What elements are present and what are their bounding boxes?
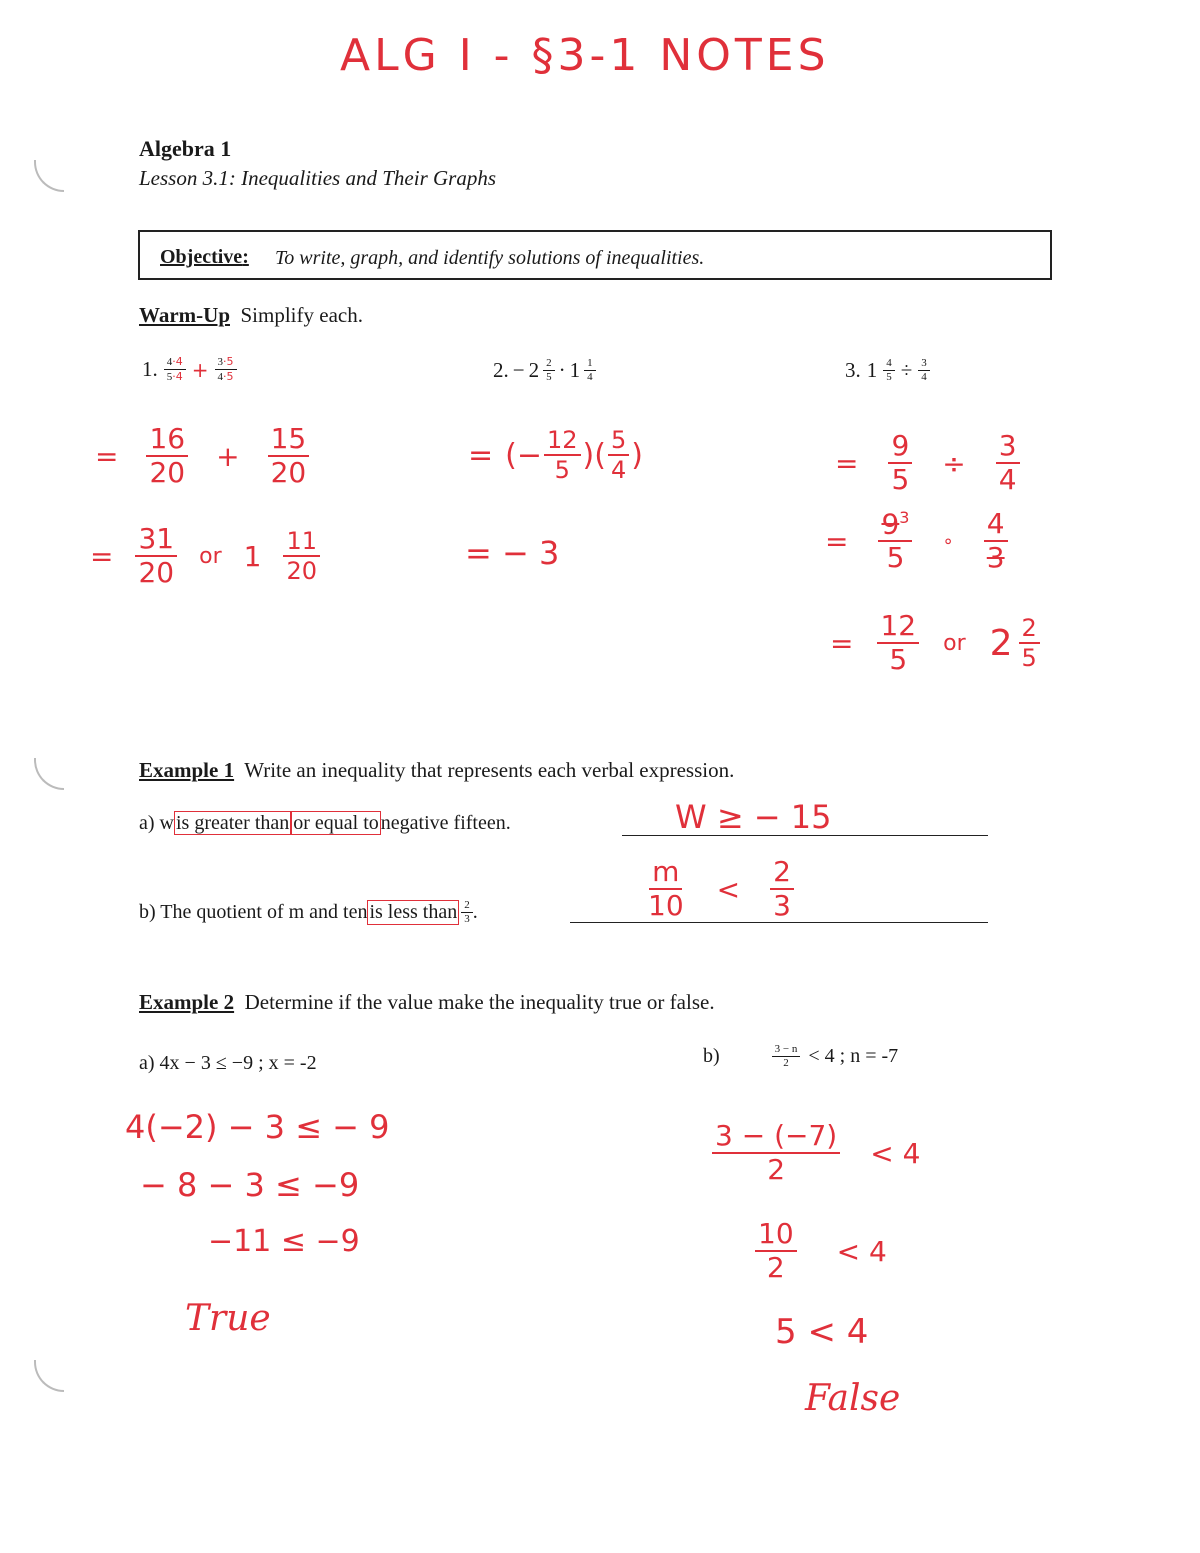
p3-step-1: = $\frac{9}{5}$ ÷ $\frac{3}{4}$	[835, 432, 1020, 494]
p3-step-2: = $\frac{9^3}{5}$ ∘ 4 3	[825, 510, 1008, 572]
warmup-problem-1: 1. 4·4 5·4 + $\frac{3\cdot 5}{4\cdot 5}$	[142, 356, 237, 383]
example2-a-step-2: − 8 − 3 ≤ −9	[140, 1166, 360, 1204]
example1-heading: Example 1 Write an inequality that represents each verbal expression.	[139, 758, 735, 782]
keyword-box: is less than	[369, 901, 458, 923]
example1-b: b) The quotient of m and ten is less than 2 3 .	[139, 899, 478, 925]
keyword-box: or equal to	[293, 812, 379, 834]
warmup-problem-2: 2. − 2 2 5 · 1 1 4	[493, 358, 596, 383]
example1-a: a) w is greater than or equal to negative fifteen.	[139, 812, 511, 834]
hole-punch	[34, 1360, 64, 1392]
example2-a-result: True	[185, 1298, 271, 1339]
objective-label: Objective:	[160, 246, 249, 268]
p1-step-2: = $\frac{31}{20}$ or 1 11 20	[90, 525, 320, 587]
example2-b-result: False	[805, 1378, 901, 1419]
example2-b-step-1: 3 − (−7) 2 < 4	[712, 1122, 920, 1184]
handwritten-title: ALG I - §3-1 NOTES	[340, 30, 830, 81]
lesson-title: Lesson 3.1: Inequalities and Their Graphs	[139, 166, 496, 190]
p2-step-2: = − 3	[465, 534, 560, 572]
p2-step-1: = (− $\frac{12}{5}$ )( 5 4 )	[468, 426, 643, 484]
example2-b-step-3: 5 < 4	[775, 1312, 869, 1352]
warmup-heading: Warm-Up Simplify each.	[139, 303, 363, 327]
hole-punch	[34, 160, 64, 192]
example2-a-step-3: −11 ≤ −9	[208, 1224, 360, 1259]
course-name: Algebra 1	[139, 136, 232, 161]
example2-b-problem: b) 3 − n 2 < 4 ; n = -7	[703, 1043, 899, 1069]
p3-step-3: = $\frac{12}{5}$ or 2 2 5	[830, 612, 1040, 674]
example2-b-step-2: 10 2 < 4	[755, 1220, 887, 1282]
hole-punch	[34, 758, 64, 790]
example2-heading: Example 2 Determine if the value make the inequality true or false.	[139, 990, 715, 1014]
objective-box	[138, 230, 1052, 280]
warmup-problem-3: 3. 1 $\frac{4}{5}$ ÷ $\frac{3}{4}$	[845, 358, 930, 383]
objective-text: To write, graph, and identify solutions of inequalities.	[275, 247, 705, 269]
keyword-box: is greater than	[175, 812, 290, 834]
p1-step-1: = $\frac{16}{20}$ + $\frac{15}{20}$	[95, 425, 309, 487]
example1-b-answer: m 10 < 2 3	[645, 858, 794, 920]
answer-line	[570, 922, 988, 923]
example2-a-step-1: 4(−2) − 3 ≤ − 9	[125, 1108, 390, 1146]
example1-a-answer: W ≥ − 15	[675, 798, 832, 836]
example2-a-problem: a) 4x − 3 ≤ −9 ; x = -2	[139, 1052, 317, 1074]
